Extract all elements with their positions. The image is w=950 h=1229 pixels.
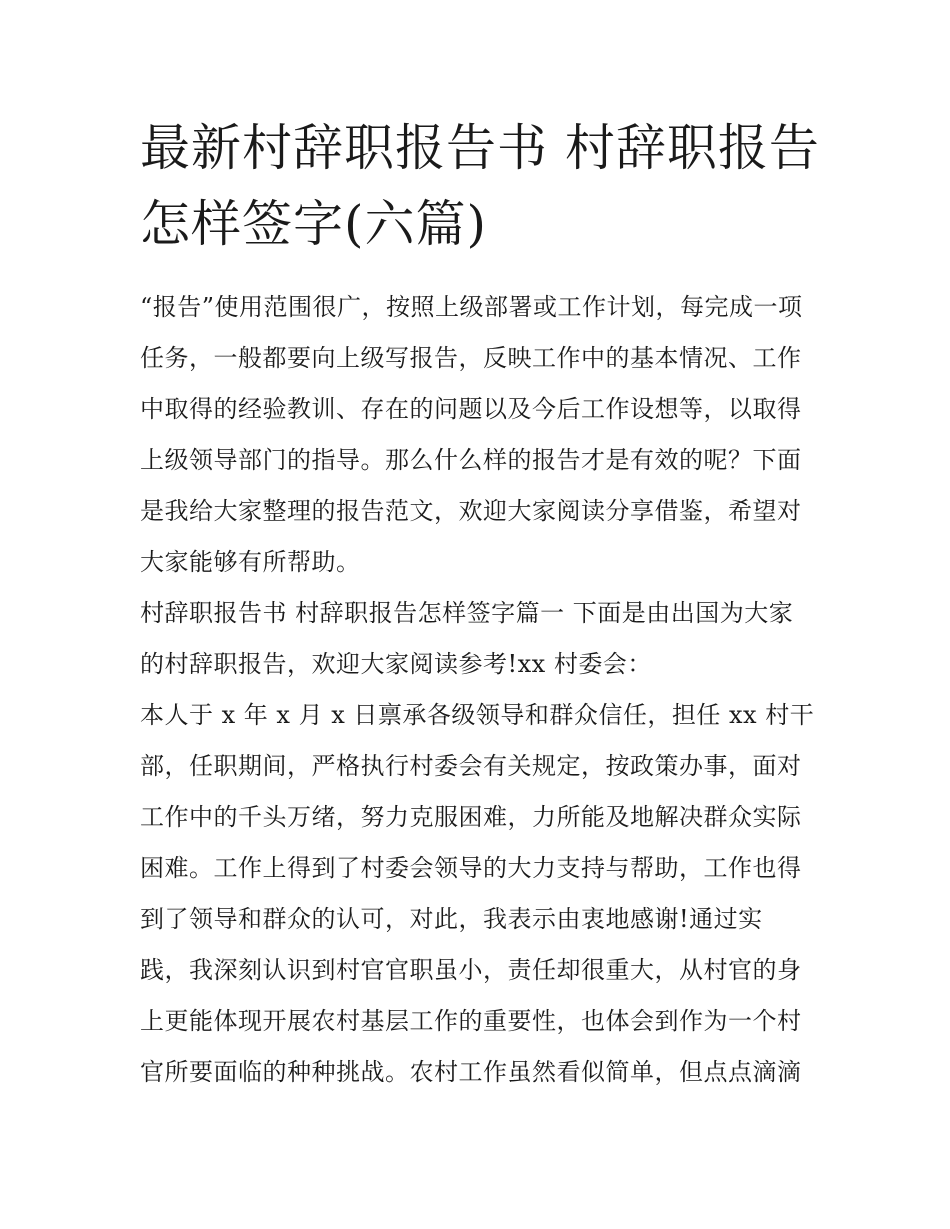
- intro-paragraph: [140, 282, 810, 588]
- text-line: 的村辞职报告，欢迎大家阅读参考!xx 村委会：: [140, 650, 652, 678]
- body-paragraph: [140, 690, 815, 1098]
- title-line: 怎样签字(六篇): [140, 195, 488, 253]
- text-line: 上级领导部门的指导。那么什么样的报告才是有效的呢？下面: [140, 446, 802, 474]
- document-page: [140, 110, 820, 1098]
- text-line: 是我给大家整理的报告范文，欢迎大家阅读分享借鉴，希望对: [140, 497, 802, 525]
- text-line: 任务，一般都要向上级写报告，反映工作中的基本情况、工作: [140, 344, 802, 372]
- text-line: 中取得的经验教训、存在的问题以及今后工作设想等，以取得: [140, 395, 802, 423]
- title-line: 最新村辞职报告书 村辞职报告: [140, 119, 820, 177]
- text-line: 官所要面临的种种挑战。农村工作虽然看似简单，但点点滴滴: [140, 1058, 802, 1086]
- section-heading-paragraph: [140, 588, 810, 690]
- text-line: 到了领导和群众的认可，对此，我表示由衷地感谢!通过实: [140, 905, 763, 933]
- text-line: 工作中的千头万绪，努力克服困难，力所能及地解决群众实际: [140, 803, 802, 831]
- text-line: “报告”使用范围很广，按照上级部署或工作计划，每完成一项: [140, 293, 803, 321]
- text-line: 大家能够有所帮助。: [140, 548, 361, 576]
- text-line: 上更能体现开展农村基层工作的重要性，也体会到作为一个村: [140, 1007, 802, 1035]
- text-line: 困难。工作上得到了村委会领导的大力支持与帮助，工作也得: [140, 854, 802, 882]
- text-line: 村辞职报告书 村辞职报告怎样签字篇一 下面是由出国为大家: [140, 599, 794, 627]
- text-line: 践，我深刻认识到村官官职虽小，责任却很重大，从村官的身: [140, 956, 802, 984]
- text-line: 部，任职期间，严格执行村委会有关规定，按政策办事，面对: [140, 752, 802, 780]
- document-title: [140, 110, 820, 262]
- text-line: 本人于 x 年 x 月 x 日禀承各级领导和群众信任，担任 xx 村干: [140, 701, 815, 729]
